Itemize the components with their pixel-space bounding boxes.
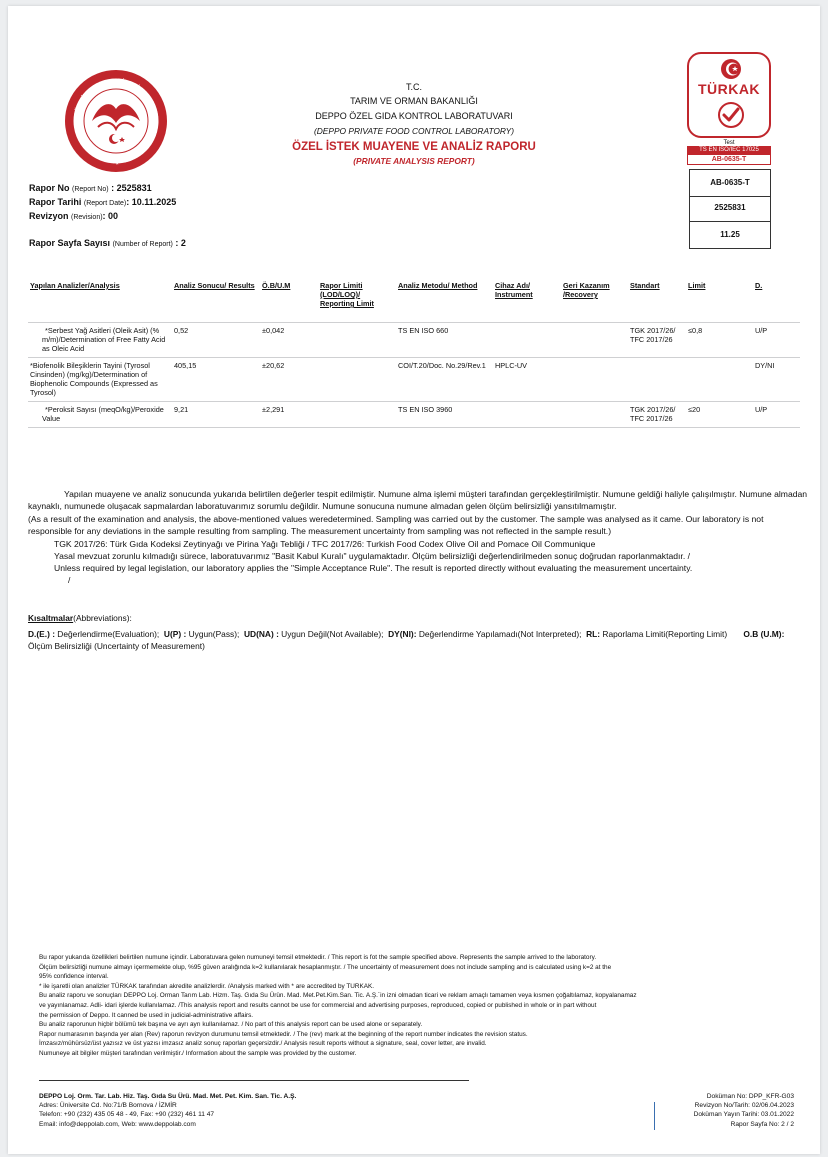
footnote-line: Bu analiz raporunun hiçbir bölümü tek başına ve ayrı ayrı kullanılamaz. / No part of this analysis report can be used alone or separately. — [39, 1021, 423, 1029]
turkak-logo — [687, 52, 771, 165]
footnote-line: İmzasız/mühürsüz/üst yazısız ve üst yazısı imzasız analiz sonuç raporları geçersizdir./ Analysis result reports without a signature, seal, cover letter, are invalid. — [39, 1040, 487, 1048]
footnote-line: Ölçüm belirsizliği numune almayı içermemekte olup, %95 güven aralığında k=2 kullanılarak hesaplanmıştır. / The uncertainty of measurement does not include sampling and is calculated using k=2 at the — [39, 963, 612, 971]
abbreviations-title: Kısaltmalar(Abbreviations): — [28, 613, 132, 623]
footnote-line: Bu rapor yukarıda özellikleri belirtilen numune içindir. Laboratuvara gelen numuneyi temsil etmektedir. / This report is fot the sample specified above. Represents the sample arrived to the laboratory. — [39, 954, 597, 961]
footnote-line: * ile işaretli olan analizler TÜRKAK tarafından akredite analizlerdir. /Analysis marked with * are accredited by TURKAK. — [39, 982, 375, 990]
result-cell: 0,52 — [172, 323, 260, 358]
uncertainty-cell: ±20,62 — [260, 358, 318, 402]
doc-info-divider — [654, 1102, 655, 1130]
evaluation-cell: DY/NI — [753, 358, 800, 402]
report-title-en: (PRIVATE ANALYSIS REPORT) — [353, 156, 475, 166]
col-results: Analiz Sonucu/ Results — [174, 281, 255, 290]
limit-cell: ≤0,8 — [686, 323, 753, 358]
evaluation-cell: U/P — [753, 402, 800, 428]
analysis-cell: *Biofenolik Bileşiklerin Tayini (Tyrosol Cinsinden) (mg/kg)/Determination of Biophenolic Compounds (Expressed as Tyrosol) — [28, 358, 172, 402]
limit-cell — [686, 358, 753, 402]
footnotes — [39, 953, 799, 1059]
reporting-limit-cell — [318, 402, 396, 428]
analysis-cell: *Peroksit Sayısı (meqO/kg)/Peroxide Value — [28, 402, 172, 428]
reporting-limit-cell — [318, 358, 396, 402]
recovery-cell — [561, 358, 628, 402]
header-tc: T.C. — [405, 82, 422, 92]
uncertainty-cell: ±2,291 — [260, 402, 318, 428]
col-reporting-limit: Rapor Limiti (LOD/LOQ)/ Reporting Limit — [320, 281, 374, 308]
table-header-row — [28, 279, 800, 323]
doc-info — [694, 1092, 794, 1129]
standard-cell: TGK 2017/26/ TFC 2017/26 — [628, 402, 686, 428]
report-page — [8, 6, 820, 1154]
uncertainty-cell: ±0,042 — [260, 323, 318, 358]
analysis-cell: *Serbest Yağ Asitleri (Oleik Asit) (% m/m)/Determination of Free Fatty Acid as Oleic Acid — [28, 323, 172, 358]
company-address: Adres: Üniversite Cd. No:71/B Bornova / İZMİR — [39, 1102, 177, 1110]
table-row — [28, 402, 800, 428]
method-cell: TS EN ISO 3960 — [396, 402, 493, 428]
col-recovery: Geri Kazanım /Recovery — [563, 281, 610, 299]
instrument-cell — [493, 323, 561, 358]
footer-divider — [39, 1080, 469, 1081]
doc-page-number: Rapor Sayfa No: 2 / 2 — [730, 1120, 794, 1128]
col-analysis: Yapılan Analizler/Analysis — [30, 281, 120, 290]
doc-number: Doküman No: DPP_KFR-G03 — [706, 1093, 794, 1100]
standard-cell — [628, 358, 686, 402]
report-date-row: Rapor Tarihi (Report Date): 10.11.2025 — [29, 197, 177, 207]
turkak-test: Test — [723, 140, 735, 146]
company-email: Email: info@deppolab.com, Web: www.deppolab.com — [39, 1120, 196, 1128]
footnote-line: Numuneye ait bilgiler müşteri tarafından verilmiştir./ Information about the sample was provided by the customer. — [39, 1049, 357, 1057]
table-row — [28, 358, 800, 402]
company-phone: Telefon: +90 (232) 435 05 48 - 49, Fax: +90 (232) 461 11 47 — [39, 1111, 215, 1119]
col-limit: Limit — [688, 281, 706, 290]
abbreviations-list: D.(E.) : Değerlendirme(Evaluation); U(P) : Uygun(Pass); UD(NA) : Uygun Değil(Not Available); DY(NI): Değerlendirme Yapılamadı(Not Interpreted); RL: Raporlama Limiti(Reporting Limit) O.B (U.M): Ölçüm Belirsizliği (Uncertainty of Measurement) — [28, 629, 785, 651]
statement-tr: Yapılan muayene ve analiz sonucunda yukarıda belirtilen değerler tespit edilmiştir. Numune alma işlemi müşteri tarafından gerçekleştirilmiştir. Numune geldiği haliyle çalışılmıştır. Numune almadan kaynaklı, numunede oluşacak sapmalardan laboratuvarımız sorumlu değildir. Numune sonucuna numune almadan gelen ölçüm belirsizliği yansıtılmamıştır. — [28, 489, 808, 511]
check-mark-icon — [717, 101, 745, 129]
turkak-standard: TS EN ISO/IEC 17025 — [687, 146, 771, 154]
evaluation-cell: U/P — [753, 323, 800, 358]
company-name: DEPPO Loj. Orm. Tar. Lab. Hiz. Taş. Gıda Su Ürü. Mad. Met. Pet. Kim. San. Tic. A.Ş. — [39, 1093, 297, 1100]
recovery-cell — [561, 402, 628, 428]
results-table — [28, 279, 800, 428]
reporting-limit-cell — [318, 323, 396, 358]
header-lab: DEPPO ÖZEL GIDA KONTROL LABORATUVARI — [315, 111, 513, 121]
acceptance-rule-en: Unless required by legal legislation, our laboratory applies the "Simple Acceptance Rule". The result is reported directly without evaluating the measurement uncertainty. — [54, 563, 693, 573]
revision-row: Revizyon (Revision): 00 — [29, 211, 119, 221]
col-standard: Standart — [630, 281, 660, 290]
footnote-line: ve yayınlanamaz. Adli- idari işlerde kullanılamaz. /This analysis report and results cannot be use for commercial and advertising purposes, reproduced, copied or published in whole or in part without — [39, 1001, 597, 1009]
doc-publish-date: Doküman Yayın Tarihi: 03.01.2022 — [693, 1111, 794, 1119]
instrument-cell — [493, 402, 561, 428]
col-instrument: Cihaz Adı/ Instrument — [495, 281, 533, 299]
instrument-cell: HPLC-UV — [493, 358, 561, 402]
svg-text:TÜRKİYE CUMHURİYETİ TARIM VE O: TÜRKİYE CUMHURİYETİ TARIM VE ORMAN BAKANLIĞI — [73, 77, 160, 165]
col-evaluation: D. — [755, 281, 763, 290]
turkak-crescent-icon — [720, 58, 742, 80]
standard-note: TGK 2017/26: Türk Gıda Kodeksi Zeytinyağı ve Pirina Yağı Tebliği / TFC 2017/26: Turkish Food Codex Olive Oil and Pomace Oil Communique — [54, 539, 596, 549]
report-no-row: Rapor No (Report No) : 2525831 — [29, 183, 152, 193]
result-cell: 405,15 — [172, 358, 260, 402]
statement-slash: / — [68, 575, 71, 585]
footnote-line: Bu analiz raporu ve sonuçları DEPPO Loj. Orman Tarım Lab. Hizm. Taş. Gıda Su Ürün. Mad. Met.Pet.Kim.San. Tic. A.Ş.´in izni olmadan ticari ve reklam amaçlı tamamen veya kısmen çoğaltılamaz, kopyalanamaz — [39, 992, 637, 1000]
table-row — [28, 323, 800, 358]
recovery-cell — [561, 323, 628, 358]
accreditation-box: AB-0635-T — [689, 169, 771, 197]
report-no-box: 2525831 — [689, 195, 771, 222]
method-cell: TS EN ISO 660 — [396, 323, 493, 358]
footnote-line: the permission of Deppo. It canned be used in judicial-administrative affairs. — [39, 1011, 254, 1019]
footnote-line: 95% confidence interval. — [39, 973, 109, 981]
company-info — [39, 1092, 296, 1129]
result-cell: 9,21 — [172, 402, 260, 428]
page-count-row: Rapor Sayfa Sayısı (Number of Report) : 2 — [29, 238, 186, 248]
statement-en: (As a result of the examination and analysis, the above-mentioned values weredetermined. Sampling was carried out by the customer. The sample was analysed as it came. Our laboratory is not responsible for any deviations in the sample resulting from sampling. The measurement uncertainty from sampling was not reflected in the sample result.) — [28, 514, 764, 536]
turkak-code: AB-0635-T — [687, 154, 771, 165]
report-title: ÖZEL İSTEK MUAYENE VE ANALİZ RAPORU — [292, 141, 536, 153]
col-method: Analiz Metodu/ Method — [398, 281, 478, 290]
method-cell: COI/T.20/Doc. No.29/Rev.1 — [396, 358, 493, 402]
limit-cell: ≤20 — [686, 402, 753, 428]
acceptance-rule-tr: Yasal mevzuat zorunlu kılmadığı sürece, laboratuvarımız "Basit Kabul Kuralı" uygulamaktadır. Ölçüm belirsizliği değerlendirilmeden sonuç doğrudan raporlanmaktadır. / — [54, 551, 690, 561]
header-lab-en: (DEPPO PRIVATE FOOD CONTROL LABORATORY) — [313, 126, 515, 136]
header-ministry: TARIM VE ORMAN BAKANLIĞI — [350, 96, 478, 106]
doc-revision: Revizyon No/Tarih: 02/06.04.2023 — [694, 1102, 794, 1110]
date-code-box: 11.25 — [689, 221, 771, 249]
standard-cell: TGK 2017/26/ TFC 2017/26 — [628, 323, 686, 358]
turkak-wordmark: TÜRKAK — [697, 81, 761, 97]
col-uncertainty: Ö.B/U.M — [262, 281, 291, 290]
footnote-line: Rapor numarasının başında yer alan (Rev) raporun revizyon durumunu temsil etmektedir. / The (rev) mark at the beginning of the report number indicates the revision status. — [39, 1030, 528, 1038]
